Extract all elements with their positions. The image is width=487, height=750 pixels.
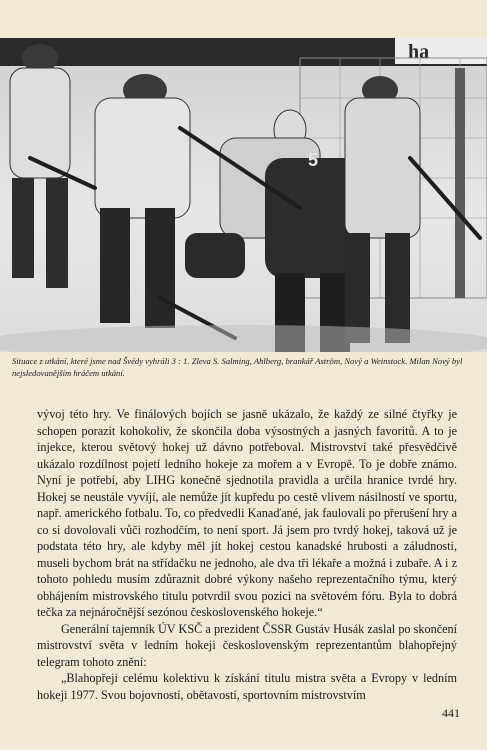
photo-caption: Situace z utkání, které jsme nad Švédy vyhráli 3 : 1. Zleva S. Salming, Ahlberg, brankář Aström, Nový a Weinstock. Milan Nový byl nejsledovanějším hráčem utkání. [12, 356, 463, 378]
paragraph-1: vývoj této hry. Ve finálových bojích se jasně ukázalo, že každý ze silné čtyřky je schopen porazit kohokoliv, že skončila doba výsostných a jasných favoritů. A to je injekce, kterou světový hokej už dávno potřeboval. Mistrovství také přesvědčivě ukázalo rozdílnost pojetí ledního hokeje za mořem a v Evropě. To je dobře známo. Nyní je potřebí, aby LIHG konečně sjednotila pravidla a určila hranice tvrdé hry. Hokej se neustále vyvíjí, ale nemůže jít kupředu po cestě vlivem násilností ve sportu, např. amerického fotbalu. To, co předvedli Kanaďané, jak faulovali po přerušení hry a co si dovolovali vůči rozhodčím, to není sport. Já jsem pro tvrdý hokej, taková už je podstata této hry, ale kdyby měl jít hokej cestou kanadské hrubosti a záludnosti, museli bychom brát na střídačku ne jednoho, ale dva tři lékaře a možná i zubaře. A i z tohoto pohledu musím zdůraznit dobré výkony našeho reprezentačního týmu, který obhájením mistrovského titulu potvrdil svou pozici na světovém fóru. Byla to dobrá tečka za nejnáročnější sezónou československého hokeje.“ [37, 407, 457, 619]
hockey-photo [0, 38, 487, 352]
body-text [37, 406, 457, 703]
board-sign-text: ha [408, 41, 430, 63]
paragraph-2: Generální tajemník ÚV KSČ a prezident ČSSR Gustáv Husák zaslal po skončení mistrovství světa v ledním hokeji československým reprezentantům blahopřejný telegram tohoto znění: [37, 621, 457, 669]
hockey-scene-image [0, 38, 487, 352]
page-number: 441 [442, 706, 460, 720]
paragraph-3: „Blahopřeji celému kolektivu k získání titulu mistra světa a Evropy v ledním hokeji 1977. Svou bojovností, obětavostí, sportovním mistrovstvím [37, 671, 457, 702]
player-number: 5 [308, 150, 319, 170]
